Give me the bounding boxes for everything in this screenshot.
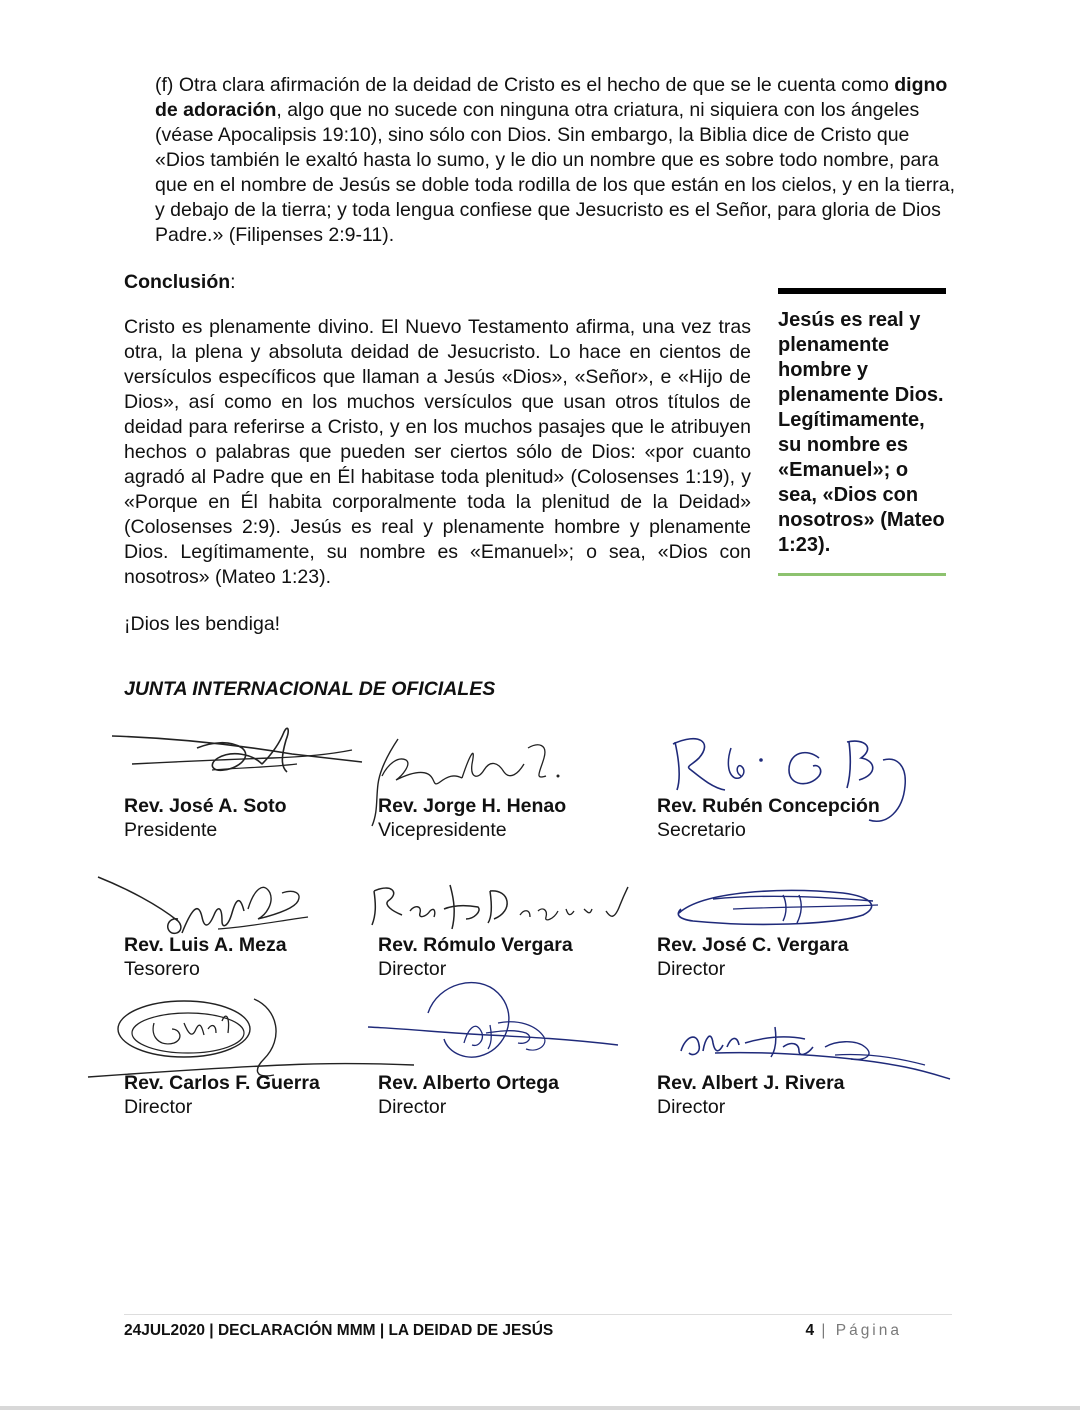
signer-role: Secretario bbox=[657, 819, 746, 841]
paragraph-f bbox=[155, 73, 955, 248]
footer-left: 24JUL2020 | DECLARACIÓN MMM | LA DEIDAD DE JESÚS bbox=[124, 1322, 554, 1339]
footer-page-label: | Página bbox=[814, 1322, 902, 1339]
signer-block bbox=[657, 1071, 957, 1119]
pull-quote-bottom-rule bbox=[778, 573, 946, 576]
footer-page-number: 4 bbox=[805, 1322, 815, 1339]
signer-role: Tesorero bbox=[124, 958, 200, 980]
pull-quote bbox=[778, 288, 946, 576]
signer-name: Rev. Luis A. Meza bbox=[124, 934, 287, 956]
pull-quote-text: Jesús es real y plenamente hombre y plenamente Dios. Legítimamente, su nombre es «Emanuel»; o sea, «Dios con nosotros» (Mateo 1:23). bbox=[778, 309, 945, 556]
page-footer bbox=[124, 1314, 952, 1339]
signer-name: Rev. Carlos F. Guerra bbox=[124, 1072, 320, 1094]
signer-role: Director bbox=[657, 1096, 726, 1118]
signer-role: Director bbox=[657, 958, 726, 980]
signer-name: Rev. Rómulo Vergara bbox=[378, 934, 573, 956]
conclusion-heading-colon: : bbox=[230, 271, 236, 293]
board-title: JUNTA INTERNACIONAL DE OFICIALES bbox=[124, 678, 496, 700]
signature-soto bbox=[112, 724, 362, 804]
paragraph-f-suffix: , algo que no sucede con ninguna otra criatura, ni siquiera con los ángeles (véase Apocalipsis 19:10), sino sólo con Dios. Sin embargo, la Biblia dice de Cristo que «Dios también le exaltó hasta lo sumo, y le dio un nombre que es sobre todo nombre, para que en el nombre de Jesús se doble toda rodilla de los que están en los cielos, y en la tierra, y debajo de la tierra; y toda lengua confiese que Jesucristo es el Señor, para gloria de Dios Padre.» (Filipenses 2:9-11). bbox=[155, 99, 955, 246]
signer-role: Director bbox=[124, 1096, 193, 1118]
signer-role: Vicepresidente bbox=[378, 819, 507, 841]
signer-name: Rev. José C. Vergara bbox=[657, 934, 849, 956]
signer-role: Presidente bbox=[124, 819, 218, 841]
signer-name: Rev. José A. Soto bbox=[124, 795, 287, 817]
bottom-border bbox=[0, 1406, 1080, 1410]
signer-block bbox=[657, 794, 957, 842]
signature-romulo-vergara bbox=[370, 881, 640, 941]
conclusion-heading-text: Conclusión bbox=[124, 271, 231, 293]
signer-block bbox=[378, 1071, 678, 1119]
signer-name: Rev. Alberto Ortega bbox=[378, 1072, 559, 1094]
paragraph-f-prefix: (f) Otra clara afirmación de la deidad de Cristo es el hecho de que se le cuenta como bbox=[155, 74, 895, 96]
footer-page bbox=[805, 1322, 902, 1340]
paragraph-f-bold: digno de adoración bbox=[155, 74, 948, 121]
pull-quote-top-rule bbox=[778, 288, 946, 294]
conclusion-paragraph: Cristo es plenamente divino. El Nuevo Testamento afirma, una vez tras otra, la plena y absoluta deidad de Jesucristo. Lo hace en cientos de versículos específicos que llaman a Jesús «Dios», «Señor», e «Hijo de Dios», así como en los muchos versículos que usan otros títulos de deidad para referirse a Cristo, y en los muchos pasajes que le atribuyen hechos o palabras que pueden ser ciertos sólo de Dios: «por cuanto agradó al Padre que en Él habitase toda plenitud» (Colosenses 1:19), y «Porque en Él habita corporalmente toda la plenitud de la Deidad» (Colosenses 2:9). Jesús es real y plenamente hombre y plenamente Dios. Legítimamente, su nombre es «Emanuel»; o sea, «Dios con nosotros» (Mateo 1:23). bbox=[124, 316, 751, 588]
signer-name: Rev. Albert J. Rivera bbox=[657, 1072, 845, 1094]
conclusion-heading bbox=[124, 271, 236, 294]
signature-jose-vergara bbox=[673, 885, 893, 935]
signer-block bbox=[657, 933, 957, 981]
signer-name: Rev. Rubén Concepción bbox=[657, 795, 880, 817]
blessing-text: ¡Dios les bendiga! bbox=[124, 613, 281, 635]
signer-role: Director bbox=[378, 958, 447, 980]
signature-ortega bbox=[368, 973, 628, 1083]
signer-name: Rev. Jorge H. Henao bbox=[378, 795, 567, 817]
signer-block bbox=[378, 794, 678, 842]
signer-role: Director bbox=[378, 1096, 447, 1118]
